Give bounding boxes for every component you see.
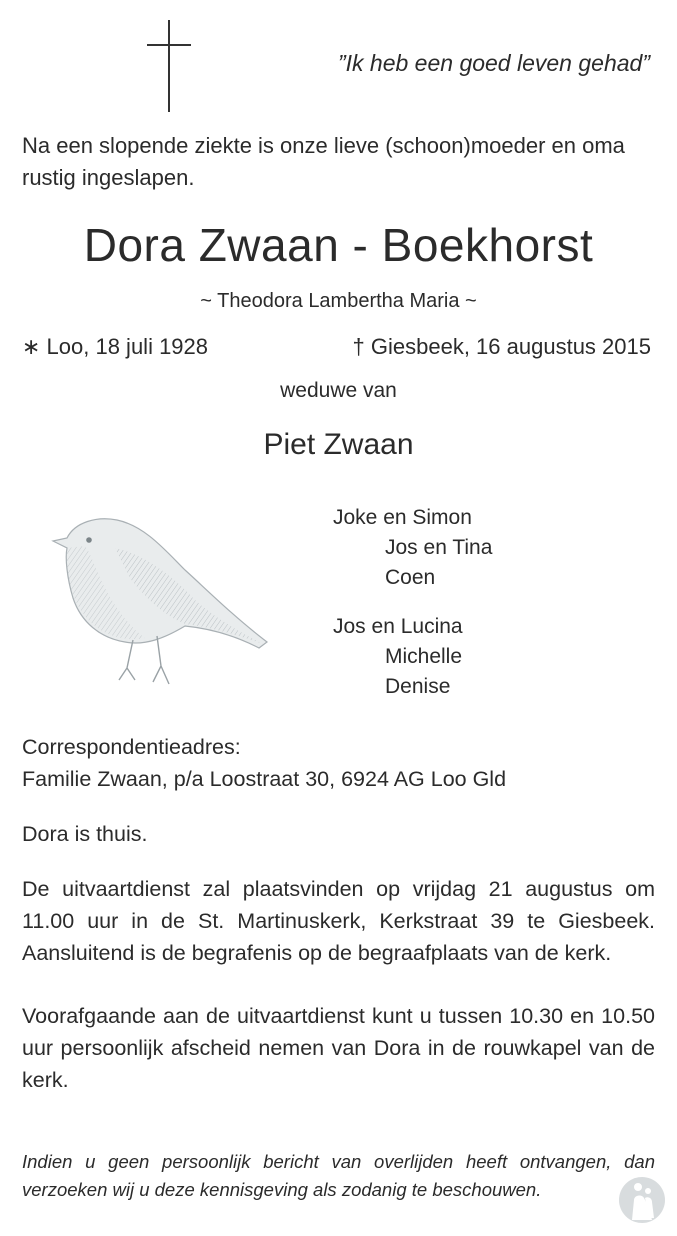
service-paragraph: De uitvaartdienst zal plaatsvinden op vrijdag 21 augustus om 11.00 uur in de St. Martinuskerk, Kerkstraat 39 te Giesbeek. Aansluitend is de begrafenis op de begraafplaats van de kerk. xyxy=(22,877,655,965)
at-home-text: Dora is thuis. xyxy=(22,822,148,846)
husband-name: Piet Zwaan xyxy=(263,428,414,461)
family-member: Michelle xyxy=(385,645,463,668)
quote-text: ”Ik heb een goed leven gehad” xyxy=(337,50,650,76)
correspondence-address: Familie Zwaan, p/a Loostraat 30, 6924 AG Loo Gld xyxy=(22,767,507,791)
birth-info: ∗ Loo, 18 juli 1928 xyxy=(22,334,209,359)
deceased-full-name: ~ Theodora Lambertha Maria ~ xyxy=(200,290,477,312)
family-member: Joke en Simon xyxy=(333,506,472,529)
death-info: † Giesbeek, 16 augustus 2015 xyxy=(352,334,651,359)
widow-of-label: weduwe van xyxy=(280,379,397,402)
family-member: Jos en Tina xyxy=(385,536,493,559)
robin-bird-illustration xyxy=(45,508,275,698)
intro-text: Na een slopende ziekte is onze lieve (schoon)moeder en oma rustig ingeslapen. xyxy=(22,133,625,190)
deceased-name: Dora Zwaan - Boekhorst xyxy=(83,219,594,271)
watermark-logo-icon xyxy=(618,1176,666,1224)
farewell-paragraph: Voorafgaande aan de uitvaartdienst kunt u tussen 10.30 en 10.50 uur persoonlijk afscheid nemen van Dora in de rouwkapel van de kerk. xyxy=(22,1004,655,1092)
family-member: Jos en Lucina xyxy=(333,615,463,638)
correspondence-label: Correspondentieadres: xyxy=(22,735,241,759)
family-member: Coen xyxy=(385,566,436,589)
cross-icon xyxy=(145,20,193,112)
notice-text: Indien u geen persoonlijk bericht van overlijden heeft ontvangen, dan verzoeken wij u deze kennisgeving als zodanig te beschouwen. xyxy=(22,1151,655,1200)
family-member: Denise xyxy=(385,675,451,698)
